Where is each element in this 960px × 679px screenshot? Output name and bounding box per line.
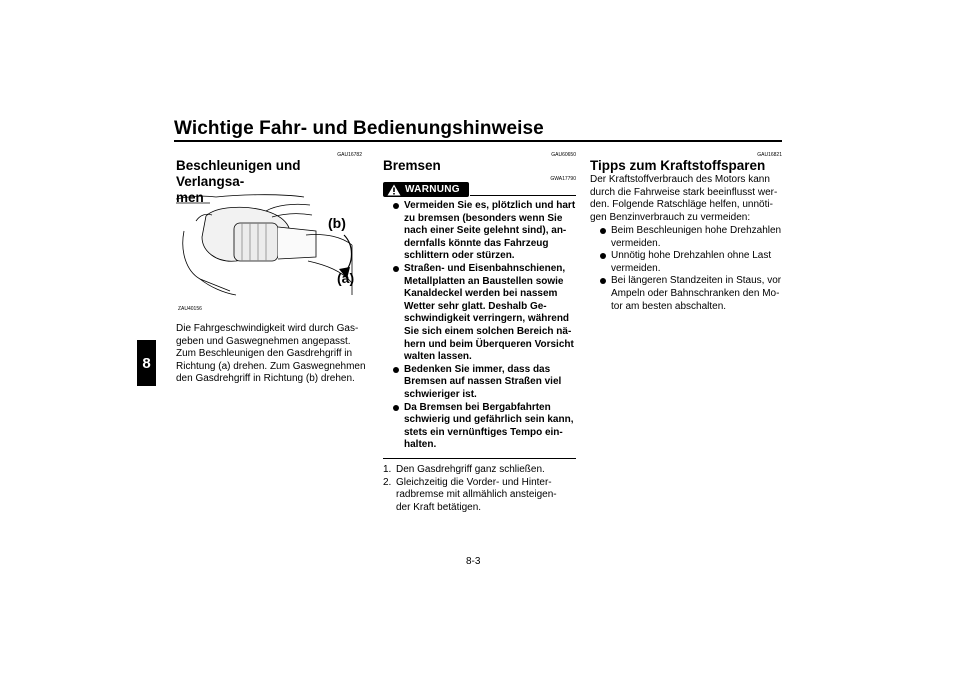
- figure-label-a: (a): [337, 270, 355, 286]
- bullet-icon: [393, 405, 399, 411]
- bullet-icon: [600, 253, 606, 259]
- section-code: GAU16821: [757, 152, 782, 158]
- list-item: Straßen- und Eisenbahnschienen, Metallplatten an Baustellen sowie Kanaldeckel werden bei nassem Wetter sehr glatt. Deshalb Ge- schwindigkeit verringern, während Sie sich einem solchen Bereich nä- hern und beim Überqueren Vorsicht walten lassen.: [393, 263, 576, 364]
- section-heading-acceleration: Beschleunigen und Verlangsa- men: [176, 158, 301, 205]
- page-title: Wichtige Fahr- und Bedienungshinweise: [174, 118, 544, 139]
- warning-triangle-icon: [387, 184, 401, 196]
- section-heading-brakes: Bremsen: [383, 158, 441, 173]
- warning-rule: [470, 195, 576, 196]
- list-item: 1. Den Gasdrehgriff ganz schließen.: [383, 464, 545, 475]
- bullet-icon: [393, 367, 399, 373]
- list-item: 2. Gleichzeitig die Vorder- und Hinter- radbremse mit allmählich ansteigen- der Kraft betätigen.: [383, 476, 557, 513]
- bullet-icon: [393, 203, 399, 209]
- section-code: GAU60650: [551, 152, 576, 158]
- bullet-icon: [600, 228, 606, 234]
- warning-list: [393, 200, 576, 452]
- fuel-saving-intro: Der Kraftstoffverbrauch des Motors kann durch die Fahrweise stark beeinflusst wer- den. Folgende Ratschläge helfen, unnöti- gen Benzinverbrauch zu vermeiden:: [590, 174, 778, 223]
- figure-code: ZAU40156: [178, 306, 202, 312]
- chapter-tab: 8: [137, 340, 156, 386]
- bullet-icon: [393, 266, 399, 272]
- bullet-icon: [600, 278, 606, 284]
- brake-steps-list: [383, 464, 576, 514]
- page-number: 8-3: [466, 556, 481, 567]
- list-item: Beim Beschleunigen hohe Drehzahlen vermeiden.: [600, 225, 782, 250]
- warning-rule-bottom: [383, 458, 576, 459]
- header-rule: [174, 140, 782, 142]
- section-heading-fuel-saving: Tipps zum Kraftstoffsparen: [590, 158, 766, 173]
- warning-label: WARNUNG: [405, 184, 460, 195]
- list-item: Unnötig hohe Drehzahlen ohne Last vermeiden.: [600, 250, 782, 275]
- warning-code: GWA17790: [550, 176, 576, 182]
- throttle-grip-illustration: [176, 191, 362, 313]
- fuel-tips-list: [600, 225, 782, 313]
- acceleration-paragraph: Die Fahrgeschwindigkeit wird durch Gas- geben und Gaswegnehmen angepasst. Zum Beschleunigen den Gasdrehgriff in Richtung (a) drehen. Zum Gaswegnehmen den Gasdrehgriff in Richtung (b) drehen.: [176, 323, 366, 385]
- list-item: Bei längeren Standzeiten in Staus, vor Ampeln oder Bahnschranken den Mo- tor am besten abschalten.: [600, 275, 782, 313]
- list-item: Vermeiden Sie es, plötzlich und hart zu bremsen (besonders wenn Sie nach einer Seite gelehnt sind), an- dernfalls könnte das Fahrzeug schlittern oder stürzen.: [393, 200, 576, 263]
- list-item: Bedenken Sie immer, dass das Bremsen auf nassen Straßen viel schwieriger ist.: [393, 364, 576, 402]
- figure-label-b: (b): [328, 215, 346, 231]
- warning-badge: [383, 182, 469, 197]
- list-item: Da Bremsen bei Bergabfahrten schwierig und gefährlich sein kann, stets ein vernünftiges Tempo ein- halten.: [393, 402, 576, 452]
- section-code: GAU16782: [337, 152, 362, 158]
